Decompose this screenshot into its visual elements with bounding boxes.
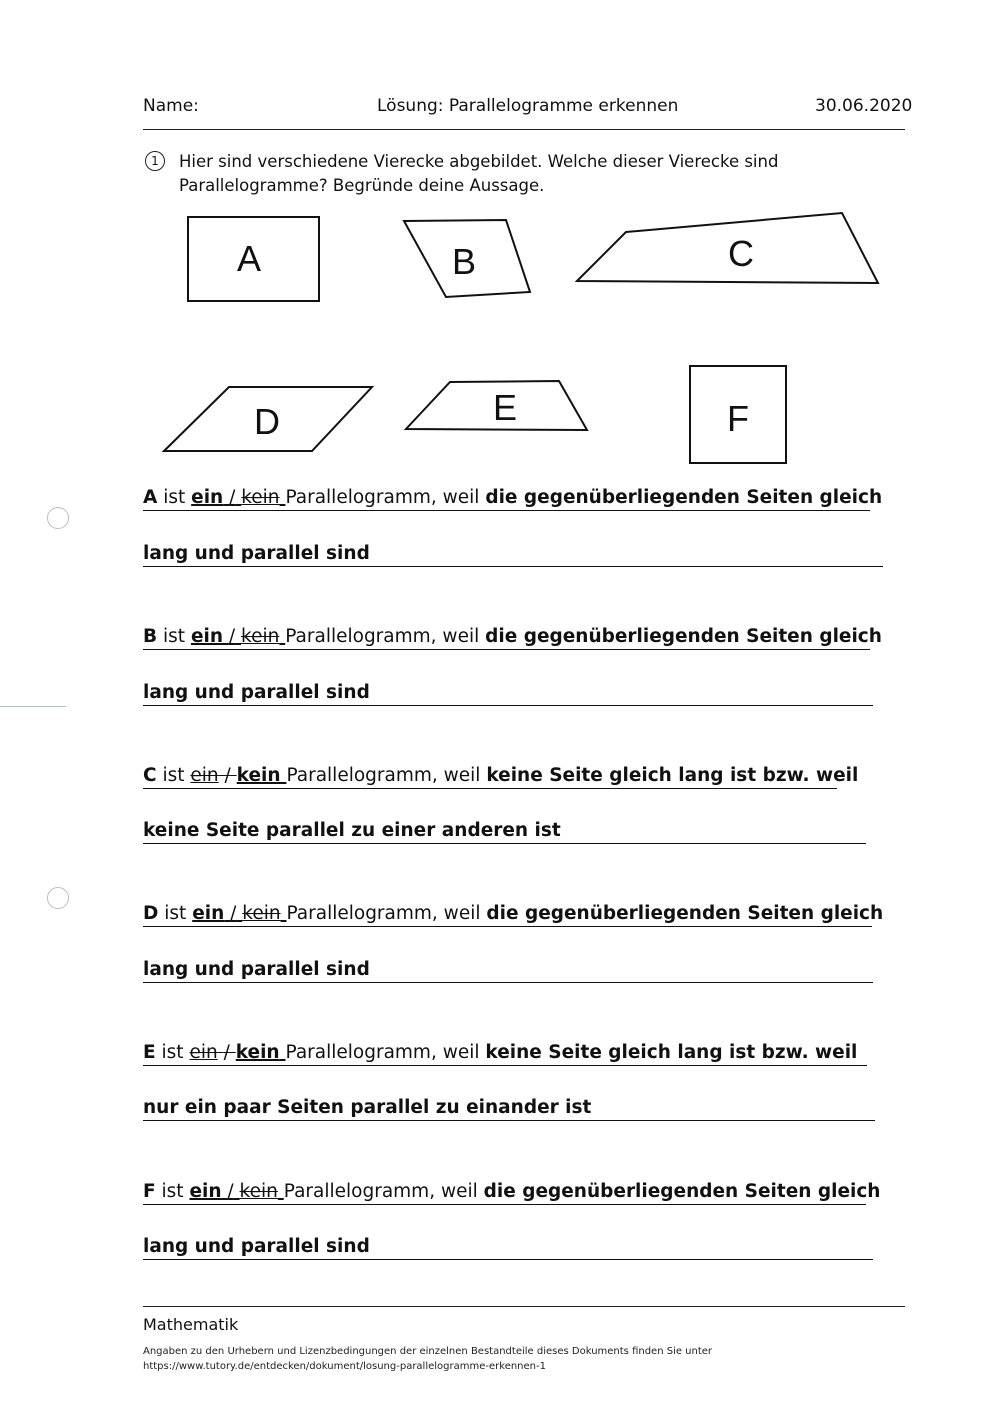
- answer-ist: ist: [161, 1042, 184, 1063]
- task-number: 1: [145, 151, 165, 171]
- answer-line-2: [143, 959, 873, 983]
- answer-line-1: [143, 903, 884, 927]
- option-ein: ein: [190, 626, 223, 647]
- answer-ist: ist: [164, 903, 187, 924]
- answer-letter: F: [143, 1181, 156, 1202]
- answer-letter: D: [143, 903, 159, 924]
- quadrilaterals-figure: [0, 0, 1000, 480]
- license-note-text: Angaben zu den Urhebern und Lizenzbedingungen der einzelnen Bestandteile dieses Dokuments finden Sie unter: [143, 1346, 713, 1357]
- answer-reason-part2: lang und parallel sind: [143, 682, 370, 703]
- answer-letter: B: [143, 626, 158, 647]
- task-instruction: Hier sind verschiedene Vierecke abgebildet. Welche dieser Vierecke sind Parallelogramme? Begründe deine Aussage.: [179, 152, 779, 195]
- answer-reason-part1: die gegenüberliegenden Seiten gleich: [485, 626, 882, 647]
- answer-ist: ist: [163, 626, 186, 647]
- answer-parallelogramm-weil: Parallelogramm, weil: [285, 1042, 480, 1063]
- answer-reason-part2: lang und parallel sind: [143, 959, 370, 980]
- license-note: [143, 1344, 843, 1374]
- shape-label-d: D: [254, 401, 280, 442]
- punch-hole-marker-top: [47, 507, 69, 529]
- answer-line-1: [143, 1042, 867, 1066]
- answer-line-1: [143, 1181, 881, 1205]
- option-separator: /: [227, 1181, 234, 1202]
- answer-reason-part2: lang und parallel sind: [143, 543, 370, 564]
- answer-parallelogramm-weil: Parallelogramm, weil: [283, 1181, 478, 1202]
- license-url: https://www.tutory.de/entdecken/dokument/losung-parallelogramme-erkennen-1: [143, 1361, 546, 1372]
- option-kein: kein: [242, 903, 281, 924]
- answer-letter: E: [143, 1042, 156, 1063]
- option-kein: kein: [235, 1042, 280, 1063]
- answer-line-1: [143, 765, 859, 789]
- answer-reason-part1: keine Seite gleich lang ist bzw. weil: [485, 1042, 858, 1063]
- option-ein: ein: [189, 1181, 222, 1202]
- answer-reason-part2: lang und parallel sind: [143, 1236, 370, 1257]
- answer-reason-part1: keine Seite gleich lang ist bzw. weil: [486, 765, 859, 786]
- answer-letter: C: [143, 765, 157, 786]
- option-kein: kein: [239, 1181, 278, 1202]
- fold-mark: [0, 706, 66, 707]
- answer-reason-part2: keine Seite parallel zu einer anderen ist: [143, 820, 561, 841]
- answer-line-2: [143, 682, 873, 706]
- answer-parallelogramm-weil: Parallelogramm, weil: [285, 626, 480, 647]
- option-kein: kein: [236, 765, 281, 786]
- answer-ist: ist: [161, 1181, 184, 1202]
- option-separator: /: [230, 903, 237, 924]
- option-kein: kein: [241, 626, 280, 647]
- shape-label-a: A: [236, 238, 262, 279]
- shape-label-b: B: [451, 241, 477, 282]
- shape-label-c: C: [728, 233, 754, 274]
- answer-ist: ist: [163, 487, 186, 508]
- name-label: Name:: [143, 96, 199, 116]
- answer-line-2: [143, 543, 883, 567]
- footer-subject: Mathematik: [143, 1315, 239, 1334]
- shape-label-f: F: [727, 398, 749, 439]
- answer-letter: A: [143, 487, 158, 508]
- answer-line-1: [143, 487, 883, 511]
- option-ein: ein: [192, 903, 225, 924]
- answer-reason-part1: die gegenüberliegenden Seiten gleich: [483, 1181, 881, 1202]
- option-ein: ein: [189, 1042, 218, 1063]
- answer-reason-part1: die gegenüberliegenden Seiten gleich: [485, 487, 883, 508]
- answer-ist: ist: [162, 765, 185, 786]
- punch-hole-marker-bottom: [47, 887, 69, 909]
- option-separator: /: [229, 487, 236, 508]
- option-ein: ein: [190, 765, 219, 786]
- answer-parallelogramm-weil: Parallelogramm, weil: [285, 487, 480, 508]
- answer-line-2: [143, 820, 866, 844]
- answer-parallelogramm-weil: Parallelogramm, weil: [286, 765, 481, 786]
- shape-label-e: E: [492, 387, 518, 428]
- document-date: 30.06.2020: [815, 96, 913, 116]
- option-separator: /: [223, 1042, 230, 1063]
- option-kein: kein: [241, 487, 280, 508]
- option-separator: /: [228, 626, 236, 647]
- answer-line-1: [143, 626, 882, 650]
- footer-divider: [143, 1306, 905, 1307]
- answer-reason-part1: die gegenüberliegenden Seiten gleich: [486, 903, 884, 924]
- document-title: Lösung: Parallelogramme erkennen: [377, 96, 679, 116]
- option-ein: ein: [191, 487, 224, 508]
- answer-reason-part2: nur ein paar Seiten parallel zu einander ist: [143, 1097, 592, 1118]
- answer-line-2: [143, 1236, 873, 1260]
- option-separator: /: [224, 765, 231, 786]
- answer-line-2: [143, 1097, 875, 1121]
- answer-parallelogramm-weil: Parallelogramm, weil: [286, 903, 481, 924]
